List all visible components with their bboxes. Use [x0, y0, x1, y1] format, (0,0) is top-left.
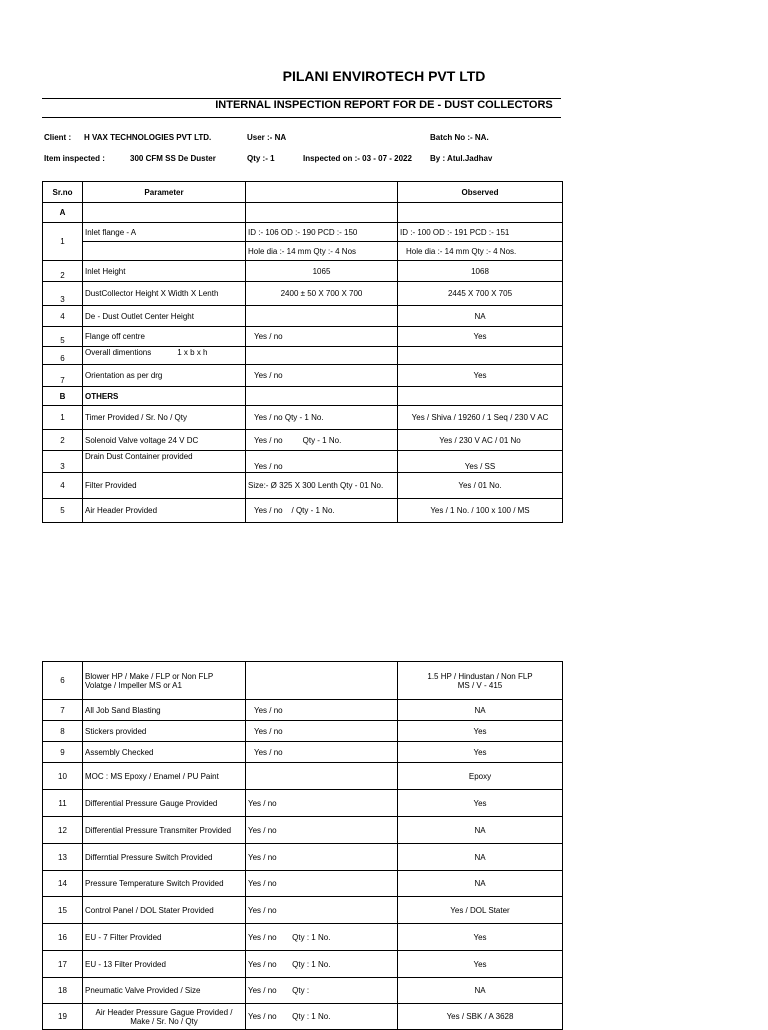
row-sr: 4 — [43, 473, 83, 499]
row-param: Drain Dust Container provided — [83, 451, 246, 473]
row-param: Inlet Height — [83, 261, 246, 282]
row-spec: Yes / no — [246, 742, 398, 763]
row-param: De - Dust Outlet Center Height — [83, 306, 246, 327]
row-spec — [246, 662, 398, 700]
row-param — [83, 347, 246, 365]
row-sr: 19 — [43, 1004, 83, 1030]
inspected-on-field: Inspected on :- 03 - 07 - 2022 — [303, 154, 412, 163]
inspection-table-2 — [42, 661, 563, 1030]
row-spec: Yes / no / Qty - 1 No. — [246, 499, 398, 523]
row-sr: 17 — [43, 951, 83, 978]
row-sr: 18 — [43, 978, 83, 1004]
row-sr: 6 — [43, 662, 83, 700]
row-observed: Yes / SS — [398, 451, 563, 473]
table-row — [43, 451, 563, 473]
row-param: MOC : MS Epoxy / Enamel / PU Paint — [83, 763, 246, 790]
row-sr: 11 — [43, 790, 83, 817]
row-sr: 3 — [43, 282, 83, 306]
row-observed: Yes — [398, 721, 563, 742]
header-parameter: Parameter — [83, 182, 246, 203]
row-sr: 7 — [43, 365, 83, 387]
row-sr: 5 — [43, 327, 83, 347]
row-spec: Yes / no Qty - 1 No. — [246, 430, 398, 451]
row-spec: Yes / no — [246, 844, 398, 871]
table-row — [43, 499, 563, 523]
row-spec: Yes / no — [246, 721, 398, 742]
batch-field: Batch No :- NA. — [430, 133, 489, 142]
row-sr: 7 — [43, 700, 83, 721]
table-row — [43, 742, 563, 763]
item-value: 300 CFM SS De Duster — [130, 154, 216, 163]
section-b-label: B — [43, 387, 83, 406]
row-spec: 2400 ± 50 X 700 X 700 — [246, 282, 398, 306]
row-param-extra: 1 x b x h — [177, 348, 208, 357]
row-sr: 5 — [43, 499, 83, 523]
row-param: Air Header Provided — [83, 499, 246, 523]
row-param-line2: Volatge / Impeller MS or A1 — [85, 680, 182, 690]
row-observed-line2: MS / V - 415 — [457, 680, 503, 690]
section-row-b — [43, 387, 563, 406]
row-spec: 1065 — [246, 261, 398, 282]
row-sr: 15 — [43, 897, 83, 924]
row-param: Stickers provided — [83, 721, 246, 742]
row-observed: ID :- 100 OD :- 191 PCD :- 151 — [398, 223, 563, 242]
row-observed — [398, 662, 563, 700]
table-row — [43, 951, 563, 978]
row-spec — [246, 306, 398, 327]
row-spec: Yes / no — [246, 327, 398, 347]
section-row-a — [43, 203, 563, 223]
row-spec: Yes / no Qty : 1 No. — [246, 951, 398, 978]
row-sr: 14 — [43, 871, 83, 897]
row-observed: NA — [398, 978, 563, 1004]
row-observed — [398, 347, 563, 365]
row-param-line1: Blower HP / Make / FLP or Non FLP — [85, 671, 214, 681]
section-b-title: OTHERS — [83, 387, 246, 406]
row-observed: Yes / SBK / A 3628 — [398, 1004, 563, 1030]
table-row — [43, 242, 563, 261]
row-spec: Yes / no — [246, 817, 398, 844]
header-sr: Sr.no — [43, 182, 83, 203]
section-a-label: A — [43, 203, 83, 223]
row-param-text: Air Header Pressure Gague Provided / Make / Sr. No / Qty — [95, 1007, 233, 1026]
row-observed: Yes / 1 No. / 100 x 100 / MS — [398, 499, 563, 523]
row-spec — [246, 347, 398, 365]
row-sr: 2 — [43, 261, 83, 282]
row-observed: Hole dia :- 14 mm Qty :- 4 Nos. — [398, 242, 563, 261]
table-row — [43, 871, 563, 897]
row-spec: Yes / no — [246, 700, 398, 721]
table-row — [43, 347, 563, 365]
row-sr: 12 — [43, 817, 83, 844]
inspected-by-field: By : Atul.Jadhav — [430, 154, 493, 163]
table-row — [43, 817, 563, 844]
row-param-text: Overall dimentions — [85, 348, 152, 357]
row-param: EU - 13 Filter Provided — [83, 951, 246, 978]
table-row — [43, 473, 563, 499]
row-observed: Yes / Shiva / 19260 / 1 Seq / 230 V AC — [398, 406, 563, 430]
row-sr: 6 — [43, 347, 83, 365]
row-spec — [246, 763, 398, 790]
row-sr: 10 — [43, 763, 83, 790]
table-row — [43, 306, 563, 327]
row-observed: Yes / DOL Stater — [398, 897, 563, 924]
row-observed: Yes / 230 V AC / 01 No — [398, 430, 563, 451]
row-param: Inlet flange - A — [83, 223, 246, 242]
row-spec — [246, 473, 398, 499]
row-observed: NA — [398, 306, 563, 327]
row-param — [83, 662, 246, 700]
table-row — [43, 223, 563, 242]
table-row — [43, 700, 563, 721]
row-param: Assembly Checked — [83, 742, 246, 763]
qty-field: Qty :- 1 — [247, 154, 275, 163]
row-param: Flange off centre — [83, 327, 246, 347]
row-sr: 13 — [43, 844, 83, 871]
row-spec: Yes / no — [246, 365, 398, 387]
table-row — [43, 790, 563, 817]
row-spec: Hole dia :- 14 mm Qty :- 4 Nos — [246, 242, 398, 261]
row-sr: 9 — [43, 742, 83, 763]
row-spec: Yes / no Qty : — [246, 978, 398, 1004]
table-row — [43, 721, 563, 742]
row-param: Differntial Pressure Switch Provided — [83, 844, 246, 871]
row-param: Solenoid Valve voltage 24 V DC — [83, 430, 246, 451]
company-name: PILANI ENVIROTECH PVT LTD — [282, 68, 486, 84]
table-header-row — [43, 182, 563, 203]
row-param: Filter Provided — [83, 473, 246, 499]
row-observed: 2445 X 700 X 705 — [398, 282, 563, 306]
row-param: Pneumatic Valve Provided / Size — [83, 978, 246, 1004]
row-spec: Yes / no — [246, 871, 398, 897]
row-sr: 3 — [43, 451, 83, 473]
row-observed: NA — [398, 871, 563, 897]
row-param: Differential Pressure Gauge Provided — [83, 790, 246, 817]
report-title: INTERNAL INSPECTION REPORT FOR DE - DUST COLLECTORS — [215, 99, 553, 111]
table-row — [43, 430, 563, 451]
table-row — [43, 978, 563, 1004]
row-param: Control Panel / DOL Stater Provided — [83, 897, 246, 924]
row-param: EU - 7 Filter Provided — [83, 924, 246, 951]
table-row — [43, 261, 563, 282]
row-spec: Yes / no — [246, 790, 398, 817]
table-row — [43, 1004, 563, 1030]
client-label: Client : — [44, 133, 72, 142]
row-param: DustCollector Height X Width X Lenth — [83, 282, 246, 306]
table-row — [43, 282, 563, 306]
table-row — [43, 763, 563, 790]
row-spec: Yes / no — [246, 451, 398, 473]
row-spec: ID :- 106 OD :- 190 PCD :- 150 — [246, 223, 398, 242]
row-sr: 1 — [43, 406, 83, 430]
row-spec-text: Size:- Ø 325 X 300 Lenth Qty - 01 No. — [248, 481, 384, 490]
row-sr: 16 — [43, 924, 83, 951]
row-spec: Yes / no Qty - 1 No. — [246, 406, 398, 430]
user-field: User :- NA — [247, 133, 287, 142]
row-sr: 4 — [43, 306, 83, 327]
header-spec — [246, 182, 398, 203]
row-param-text: Differential Pressure Transmiter Provided — [85, 825, 232, 835]
row-observed: Yes — [398, 790, 563, 817]
client-value: H VAX TECHNOLOGIES PVT LTD. — [84, 133, 212, 142]
row-observed: Yes / 01 No. — [398, 473, 563, 499]
row-spec: Yes / no Qty : 1 No. — [246, 924, 398, 951]
table-row — [43, 897, 563, 924]
row-observed: 1068 — [398, 261, 563, 282]
row-observed: Yes — [398, 365, 563, 387]
table-row — [43, 662, 563, 700]
row-observed: Epoxy — [398, 763, 563, 790]
row-spec: Yes / no Qty : 1 No. — [246, 1004, 398, 1030]
row-param — [83, 817, 246, 844]
row-param: Orientation as per drg — [83, 365, 246, 387]
row-sr: 1 — [43, 223, 83, 261]
table-row — [43, 327, 563, 347]
row-sr: 2 — [43, 430, 83, 451]
item-label: Item inspected : — [44, 154, 105, 163]
row-param: All Job Sand Blasting — [83, 700, 246, 721]
table-row — [43, 844, 563, 871]
row-param: Pressure Temperature Switch Provided — [83, 871, 246, 897]
title-rule-bottom — [42, 117, 561, 118]
row-param: Timer Provided / Sr. No / Qty — [83, 406, 246, 430]
inspection-table-1 — [42, 181, 563, 523]
table-row — [43, 365, 563, 387]
row-observed: NA — [398, 817, 563, 844]
row-sr: 8 — [43, 721, 83, 742]
row-observed: Yes — [398, 924, 563, 951]
row-observed: NA — [398, 844, 563, 871]
row-observed: Yes — [398, 327, 563, 347]
row-observed: Yes — [398, 742, 563, 763]
row-observed: Yes — [398, 951, 563, 978]
row-observed: NA — [398, 700, 563, 721]
table-row — [43, 924, 563, 951]
row-param — [83, 1004, 246, 1030]
row-observed-line1: 1.5 HP / Hindustan / Non FLP — [427, 671, 533, 681]
table-row — [43, 406, 563, 430]
row-spec: Yes / no — [246, 897, 398, 924]
header-observed: Observed — [398, 182, 563, 203]
